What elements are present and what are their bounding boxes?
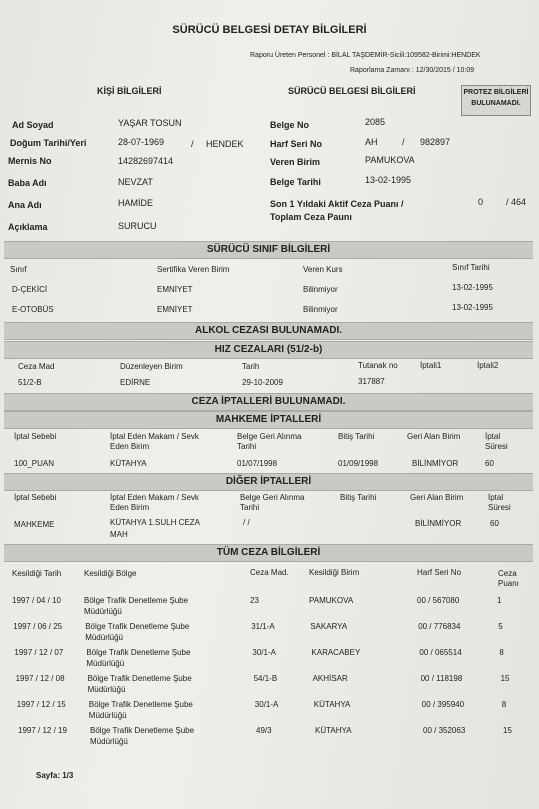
- all-cell: 15: [503, 726, 512, 735]
- all-cell: 54/1-B: [253, 674, 278, 683]
- birth-label: Doğum Tarihi/Yeri: [10, 138, 87, 148]
- alcohol-notice: ALKOL CEZASI BULUNAMADI.: [194, 325, 343, 336]
- speed-cell: EDİRNE: [120, 378, 151, 387]
- court-cell: 01/07/1998: [237, 459, 278, 468]
- all-cell: Müdürlüğü: [84, 607, 122, 616]
- report-personnel: Raporu Üreten Personel : BİLAL TAŞDEMİR-Sicili:109582-Birimi:HENDEK: [250, 52, 481, 59]
- speed-header: Tarih: [242, 362, 260, 371]
- name-label: Ad Soyad: [12, 120, 54, 130]
- court-header: İptal: [485, 432, 501, 441]
- all-cell: 1997 / 12 / 07: [14, 648, 64, 657]
- all-cell: 00 / 065514: [419, 648, 462, 657]
- all-cell: Müdürlüğü: [88, 711, 127, 720]
- license-date-value: 13-02-1995: [365, 175, 412, 185]
- page-number: Sayfa: 1/3: [36, 771, 74, 780]
- birth-date: 28-07-1969: [118, 137, 165, 147]
- all-cell: 00 / 395940: [421, 700, 465, 709]
- all-cell: Bölge Trafik Denetleme Şube: [86, 648, 191, 657]
- class-cell: D-ÇEKİCİ: [12, 285, 48, 294]
- all-cell: Müdürlüğü: [86, 659, 125, 668]
- speed-cell: 29-10-2009: [242, 378, 283, 387]
- all-cell: Bölge Trafik Denetleme Şube: [88, 700, 193, 709]
- speed-header: İptali1: [420, 361, 442, 370]
- all-cell: 1997 / 12 / 15: [16, 700, 66, 709]
- court-header: İptal Sebebi: [14, 432, 57, 441]
- other-cell: MAHKEME: [14, 520, 55, 529]
- personal-section-title: KİŞİ BİLGİLERİ: [97, 86, 162, 96]
- birth-slash: /: [191, 139, 194, 149]
- all-band: [4, 544, 533, 562]
- all-section-title: TÜM CEZA BİLGİLERİ: [216, 547, 321, 558]
- all-cell: 00 / 352063: [423, 726, 466, 735]
- all-cell: Müdürlüğü: [90, 737, 128, 746]
- all-header: Ceza: [498, 569, 517, 578]
- other-header: İptal Sebebi: [14, 493, 57, 502]
- class-cell: 13-02-1995: [452, 303, 493, 312]
- mernis-value: 14282697414: [118, 156, 174, 166]
- serial-label: Harf Seri No: [270, 139, 323, 149]
- speed-header: Ceza Mad: [18, 362, 55, 371]
- class-cell: E-OTOBÜS: [12, 305, 54, 314]
- serial-series: AH: [365, 137, 378, 147]
- speed-band: [4, 341, 533, 359]
- cancel-notice: CEZA İPTALLERİ BULUNAMADI.: [191, 396, 346, 407]
- license-section-title: SÜRÜCÜ BELGESİ BİLGİLERİ: [288, 86, 416, 96]
- speed-header: Düzenleyen Birim: [120, 362, 183, 371]
- all-cell: SAKARYA: [310, 622, 348, 631]
- all-cell: 1997 / 12 / 08: [15, 674, 65, 683]
- all-cell: 8: [501, 700, 507, 709]
- all-cell: 30/1-A: [252, 648, 276, 657]
- other-header: İptal: [488, 493, 504, 502]
- all-cell: 8: [499, 648, 504, 657]
- other-header: Süresi: [488, 503, 511, 512]
- class-cell: Bilinmiyor: [303, 285, 338, 294]
- all-cell: PAMUKOVA: [309, 596, 354, 605]
- court-section-title: MAHKEME İPTALLERİ: [215, 414, 322, 425]
- court-header: Süresi: [485, 442, 508, 451]
- unit-value: PAMUKOVA: [365, 155, 415, 165]
- all-cell: Bölge Trafik Denetleme Şube: [87, 674, 192, 683]
- court-cell: 60: [485, 459, 494, 468]
- court-cell: BİLİNMİYOR: [412, 459, 459, 468]
- points-label-2: Toplam Ceza Paunı: [270, 212, 352, 222]
- court-cell: 01/09/1998: [338, 459, 379, 468]
- all-cell: 1997 / 12 / 19: [18, 726, 67, 735]
- all-cell: Bölge Trafik Denetleme Şube: [85, 622, 190, 631]
- speed-header: Tutanak no: [358, 361, 398, 370]
- all-cell: KÜTAHYA: [313, 700, 351, 709]
- all-header: Puanı: [498, 579, 519, 588]
- all-cell: 1: [497, 596, 502, 605]
- father-label: Baba Adı: [8, 178, 47, 188]
- points-active: 0: [478, 197, 484, 207]
- report-date: Raporlama Zamanı : 12/30/2015 / 10:09: [350, 67, 475, 74]
- unit-label: Veren Birim: [270, 157, 321, 167]
- speed-header: İptali2: [477, 361, 499, 370]
- mernis-label: Mernis No: [8, 156, 52, 166]
- other-band: [4, 473, 533, 491]
- all-cell: 00 / 776834: [418, 622, 461, 631]
- class-section-title: SÜRÜCÜ SINIF BİLGİLERİ: [206, 244, 331, 255]
- court-cell: 100_PUAN: [14, 459, 55, 468]
- all-cell: 00 / 118198: [420, 674, 463, 683]
- all-cell: Müdürlüğü: [87, 685, 126, 694]
- birth-place: HENDEK: [206, 139, 244, 149]
- note-label: Açıklama: [8, 222, 48, 232]
- all-cell: KARACABEY: [311, 648, 361, 657]
- serial-slash: /: [402, 137, 405, 147]
- other-cell: MAH: [110, 530, 128, 539]
- all-cell: 31/1-A: [251, 622, 275, 631]
- court-header: Bitiş Tarihi: [338, 432, 375, 441]
- all-cell: 23: [250, 596, 259, 605]
- all-cell: 1997 / 06 / 25: [13, 622, 63, 631]
- all-cell: 15: [500, 674, 510, 683]
- points-label-1: Son 1 Yıldaki Aktif Ceza Puanı /: [270, 199, 404, 209]
- license-date-label: Belge Tarihi: [270, 177, 321, 187]
- all-cell: 00 / 567080: [417, 596, 460, 605]
- all-cell: 30/1-A: [254, 700, 279, 709]
- all-cell: Müdürlüğü: [85, 633, 123, 642]
- other-header: Tarihi: [240, 503, 260, 512]
- court-header: Eden Birim: [110, 442, 150, 451]
- note-value: SURUCU: [118, 221, 157, 231]
- cancel-band: [4, 393, 533, 411]
- all-header: Kesildiği Birim: [309, 568, 360, 577]
- class-section-band: [4, 241, 533, 259]
- class-cell: Bilinmiyor: [303, 305, 338, 314]
- father-value: NEVZAT: [118, 177, 153, 187]
- other-section-title: DİĞER İPTALLERİ: [225, 476, 312, 487]
- mother-value: HAMİDE: [118, 198, 154, 208]
- other-header: İptal Eden Makam / Sevk: [110, 493, 199, 502]
- other-cell: BİLİNMİYOR: [415, 519, 462, 528]
- serial-number: 982897: [420, 137, 451, 147]
- class-header: Sertifika Veren Birim: [157, 265, 230, 274]
- court-header: İptal Eden Makam / Sevk: [110, 432, 199, 441]
- all-header: Kesildiği Bölge: [84, 569, 137, 578]
- other-header: Bitiş Tarihi: [340, 493, 377, 502]
- license-no-value: 2085: [365, 117, 386, 127]
- all-cell: KÜTAHYA: [315, 726, 352, 735]
- class-cell: EMNİYET: [157, 285, 193, 294]
- other-cell: / /: [243, 518, 250, 527]
- class-header: Sınıf: [10, 265, 27, 274]
- court-header: Geri Alan Birim: [407, 432, 461, 441]
- all-header: Harf Seri No: [417, 568, 462, 577]
- all-header: Kesildiği Tarih: [12, 569, 62, 578]
- license-no-label: Belge No: [270, 120, 310, 130]
- speed-cell: 317887: [358, 377, 385, 386]
- all-cell: 1997 / 04 / 10: [12, 596, 61, 605]
- all-cell: AKHİSAR: [312, 674, 348, 683]
- other-cell: KÜTAHYA 1.SULH CEZA: [110, 518, 200, 527]
- class-header: Veren Kurs: [303, 265, 343, 274]
- all-cell: 49/3: [256, 726, 272, 735]
- all-cell: Bölge Trafik Denetleme Şube: [84, 596, 189, 605]
- mother-label: Ana Adı: [8, 200, 42, 210]
- class-cell: EMNİYET: [157, 305, 193, 314]
- court-cell: KÜTAHYA: [110, 459, 147, 468]
- document-title: SÜRÜCÜ BELGESİ DETAY BİLGİLERİ: [172, 24, 367, 36]
- class-header: Sınıf Tarihi: [452, 263, 490, 272]
- speed-section-title: HIZ CEZALARI (51/2-b): [214, 344, 323, 355]
- court-header: Belge Geri Alınma: [237, 432, 302, 441]
- alcohol-band: [4, 322, 533, 340]
- speed-cell: 51/2-B: [18, 378, 42, 387]
- all-cell: Bölge Trafik Denetleme Şube: [90, 726, 195, 735]
- name-value: YAŞAR TOSUN: [118, 118, 182, 128]
- other-header: Eden Birim: [110, 503, 150, 512]
- court-band: [4, 411, 533, 429]
- protez-notice: PROTEZ BİLGİLERİ BULUNAMADI.: [461, 85, 531, 116]
- other-header: Belge Geri Alınma: [240, 493, 305, 502]
- all-header: Ceza Mad.: [250, 568, 289, 577]
- all-cell: 5: [498, 622, 503, 631]
- other-header: Geri Alan Birim: [410, 493, 464, 502]
- points-total: / 464: [506, 197, 527, 207]
- court-header: Tarihi: [237, 442, 257, 451]
- class-cell: 13-02-1995: [452, 283, 493, 292]
- other-cell: 60: [490, 519, 499, 528]
